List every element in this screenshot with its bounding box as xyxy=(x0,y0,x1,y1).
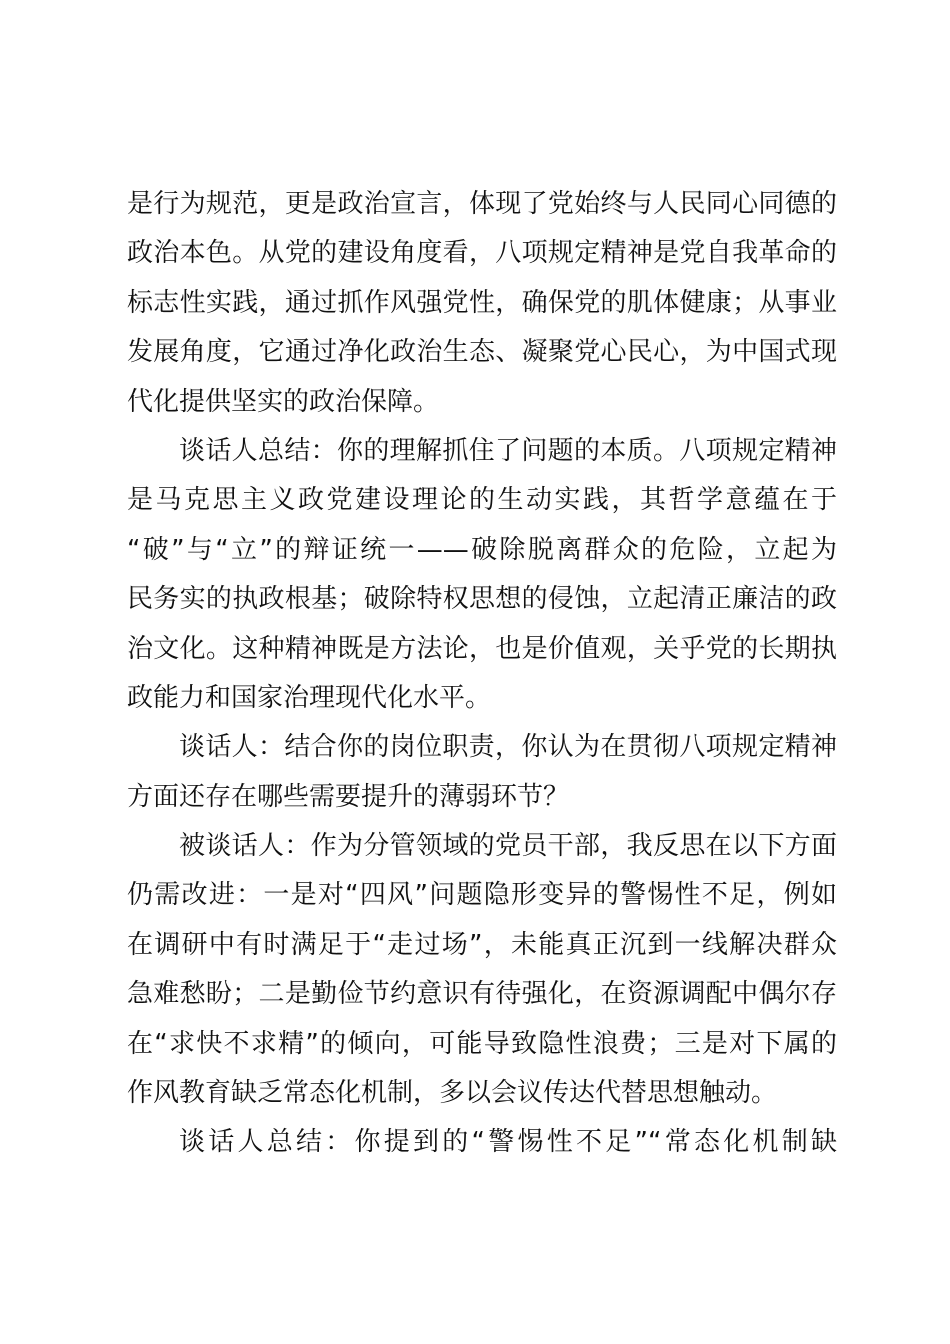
text-line: 在调研中有时满足于“走过场”，未能真正沉到一线解决群众 xyxy=(127,929,837,960)
paragraph-start-line: 被谈话人：作为分管领域的党员干部，我反思在以下方面 xyxy=(179,831,837,862)
paragraph-start-line: 谈话人总结：你的理解抓住了问题的本质。八项规定精神 xyxy=(179,435,837,466)
text-line: 是马克思主义政党建设理论的生动实践，其哲学意蕴在于 xyxy=(127,485,837,516)
text-line: 是行为规范，更是政治宣言，体现了党始终与人民同心同德的 xyxy=(127,189,837,219)
text-line: 民务实的执政根基；破除特权思想的侵蚀，立起清正廉洁的政 xyxy=(127,584,837,615)
text-line: 发展角度，它通过净化政治生态、凝聚党心民心，为中国式现 xyxy=(127,337,837,368)
text-line: 仍需改进：一是对“四风”问题隐形变异的警惕性不足，例如 xyxy=(127,880,837,911)
text-line: 作风教育缺乏常态化机制，多以会议传达代替思想触动。 xyxy=(127,1078,778,1109)
text-line: 治文化。这种精神既是方法论，也是价值观，关乎党的长期执 xyxy=(127,633,837,664)
paragraph-start-line: 谈话人：结合你的岗位职责，你认为在贯彻八项规定精神 xyxy=(179,732,837,763)
paragraph-start-line: 谈话人总结：你提到的“警惕性不足”“常态化机制缺 xyxy=(179,1127,837,1158)
text-line: 急难愁盼；二是勤俭节约意识有待强化，在资源调配中偶尔存 xyxy=(127,979,837,1010)
text-line: 政能力和国家治理现代化水平。 xyxy=(127,682,492,713)
body-text xyxy=(127,180,837,1168)
text-line: 在“求快不求精”的倾向，可能导致隐性浪费；三是对下属的 xyxy=(127,1028,837,1059)
text-line: 标志性实践，通过抓作风强党性，确保党的肌体健康；从事业 xyxy=(127,287,837,318)
text-line: “破”与“立”的辩证统一——破除脱离群众的危险，立起为 xyxy=(127,534,837,565)
text-line: 方面还存在哪些需要提升的薄弱环节？ xyxy=(127,781,570,812)
text-line: 政治本色。从党的建设角度看，八项规定精神是党自我革命的 xyxy=(127,238,837,269)
text-line: 代化提供坚实的政治保障。 xyxy=(127,386,440,417)
